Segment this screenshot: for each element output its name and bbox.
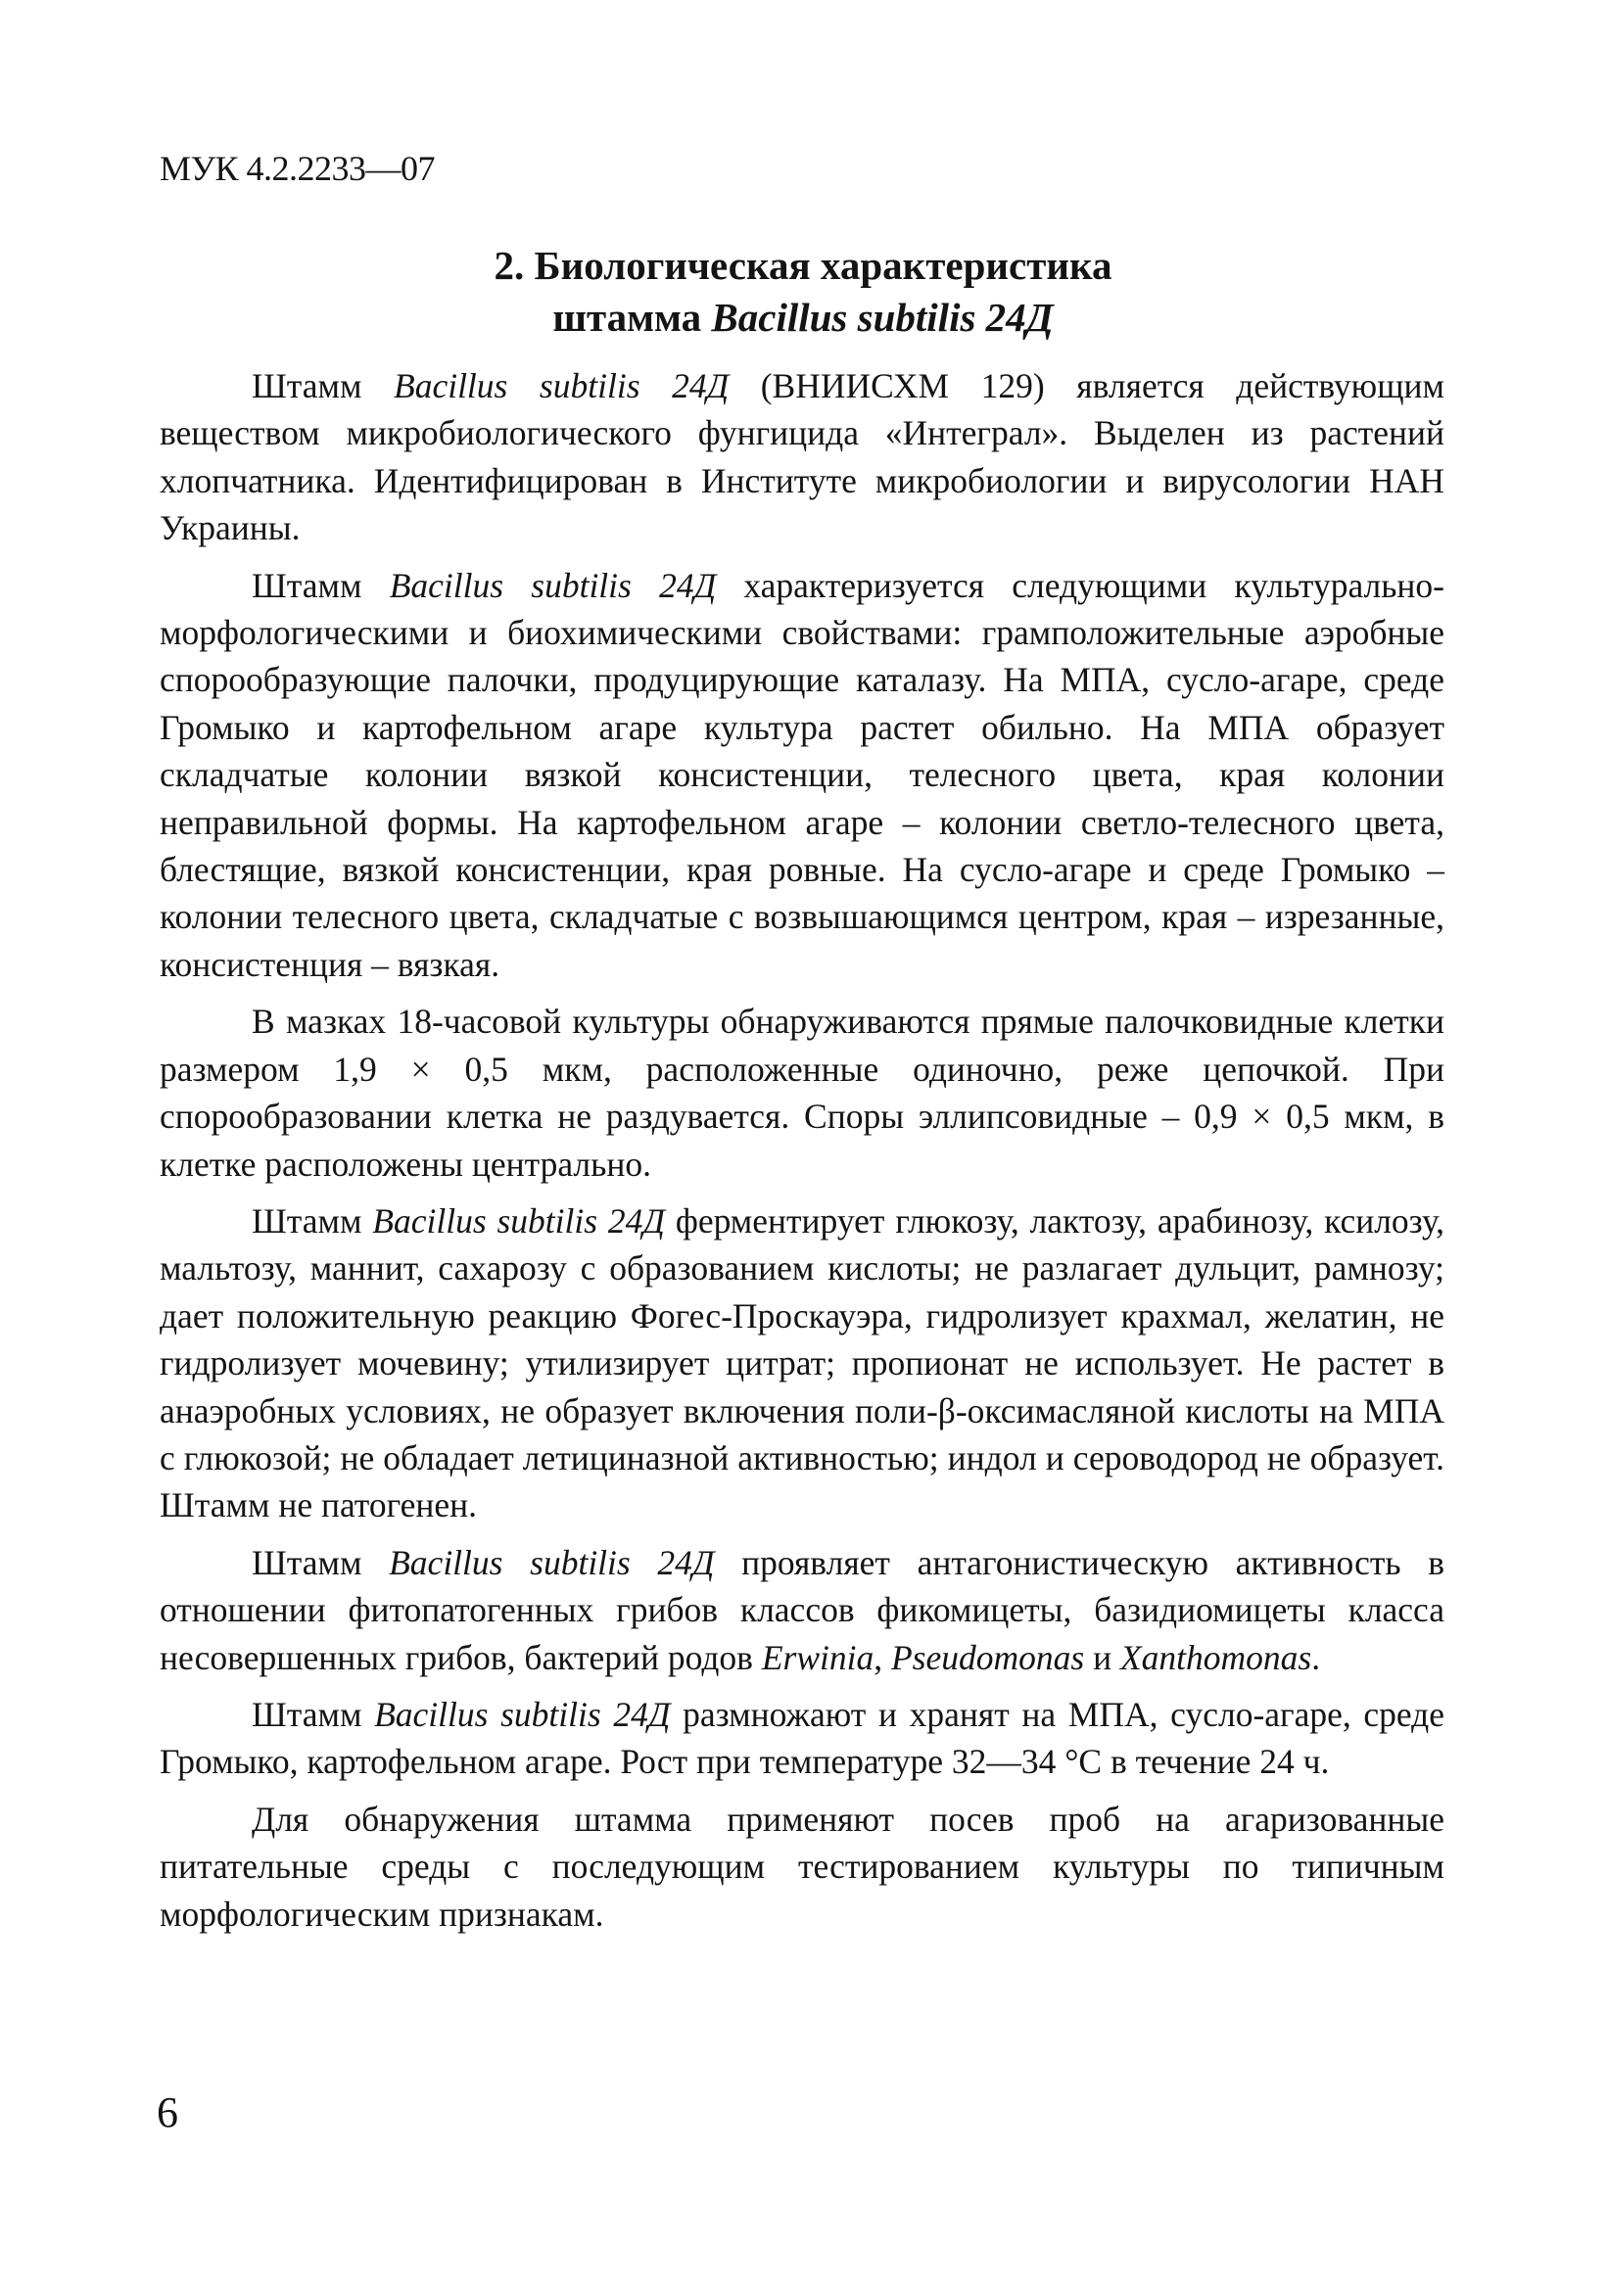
paragraph-3: В мазках 18-часовой культуры обнаруживаются прямые палочковидные клетки размером 1,9 × 0,5 мкм, расположенные одиночно, реже цепочкой. При спорообразовании клетка не раздувается. Споры эллипсовидные – 0,9 × 0,5 мкм, в клетке расположены центрально. (160, 1002, 1444, 1184)
section-heading (157, 240, 1449, 344)
paragraph-2-text: характеризуется следующими культурально-морфологическими и биохимическими свойствами: грамположительные аэробные спорообразующие палочки, продуцирующие каталазу. На МПА, сусло-агаре, среде Громыко и картофельном агаре культура растет обильно. На МПА образует складчатые колонии вязкой консистенции, телесного цвета, края колонии неправильной формы. На картофельном агаре – колонии светло-телесного цвета, блестящие, вязкой консистенции, края ровные. На сусло-агаре и среде Громыко – колонии телесного цвета, складчатые с возвышающимся центром, края – изрезанные, консистенция – вязкая. (160, 565, 1444, 984)
paragraph-5-lead: Штамм (252, 1542, 390, 1582)
document-code-header: МУК 4.2.2233—07 (160, 149, 436, 188)
section-heading-line-2 (157, 292, 1449, 344)
paragraph-5-separator-1: , (874, 1637, 891, 1677)
paragraph-5 (160, 1539, 1444, 1681)
paragraph-1-text: (ВНИИСХМ 129) является действующим веществом микробиологического фунгицида «Интеграл». Выделен из растений хлопчатника. Идентифицирован в Институте микробиологии и вирусологии НАН Украины. (160, 366, 1445, 548)
genus-pseudomonas: Pseudomonas (890, 1637, 1085, 1677)
paragraph-6-text: размножают и хранят на МПА, сусло-агаре, среде Громыко, картофельном агаре. Рост при температуре 32—34 °С в течение 24 ч. (160, 1694, 1444, 1782)
species-name: Bacillus subtilis 24Д (374, 1694, 671, 1734)
paragraph-5-text: проявляет антагонистическую активность в отношении фитопатогенных грибов классов фикомицеты, базидиомицеты класса несовершенных грибов, бактерий родов (160, 1542, 1445, 1677)
species-name: Bacillus subtilis 24Д (389, 565, 717, 605)
section-heading-prefix: штамма (552, 295, 712, 340)
page-number: 6 (157, 2088, 178, 2136)
paragraph-2-lead: Штамм (252, 565, 390, 605)
paragraph-7: Для обнаружения штамма применяют посев проб на агаризованные питательные среды с последующим тестированием культуры по типичным морфологическим признакам. (160, 1799, 1444, 1934)
paragraph-4-lead: Штамм (252, 1200, 373, 1241)
paragraph-6-lead: Штамм (252, 1694, 375, 1734)
paragraph-2 (160, 562, 1444, 989)
section-heading-line-1: 2. Биологическая характеристика (494, 243, 1112, 288)
paragraph-5-end: . (1311, 1637, 1321, 1677)
species-name: Bacillus subtilis 24Д (394, 366, 730, 405)
species-name: Bacillus subtilis 24Д (372, 1200, 665, 1241)
paragraph-4 (160, 1197, 1444, 1529)
paragraph-1 (160, 362, 1444, 552)
body-text (160, 362, 1444, 1947)
paragraph-4-text: ферментирует глюкозу, лактозу, арабинозу, ксилозу, мальтозу, маннит, сахарозу с образованием кислоты; не разлагает дульцит, рамнозу; дает положительную реакцию Фогес-Проскауэра, гидролизует крахмал, желатин, не гидролизует мочевину; утилизирует цитрат; пропионат не использует. Не растет в анаэробных условиях, не образует включения поли-β-оксимасляной кислоты на МПА с глюкозой; не обладает летициназной активностью; индол и сероводород не образует. Штамм не патогенен. (160, 1200, 1445, 1525)
paragraph-5-separator-2: и (1084, 1637, 1120, 1677)
section-heading-species: Bacillus subtilis 24Д (711, 295, 1054, 340)
genus-erwinia: Erwinia (761, 1637, 874, 1677)
paragraph-6 (160, 1691, 1444, 1786)
paragraph-1-lead: Штамм (252, 366, 395, 405)
genus-xanthomonas: Xanthomonas (1119, 1637, 1312, 1677)
species-name: Bacillus subtilis 24Д (389, 1542, 715, 1582)
